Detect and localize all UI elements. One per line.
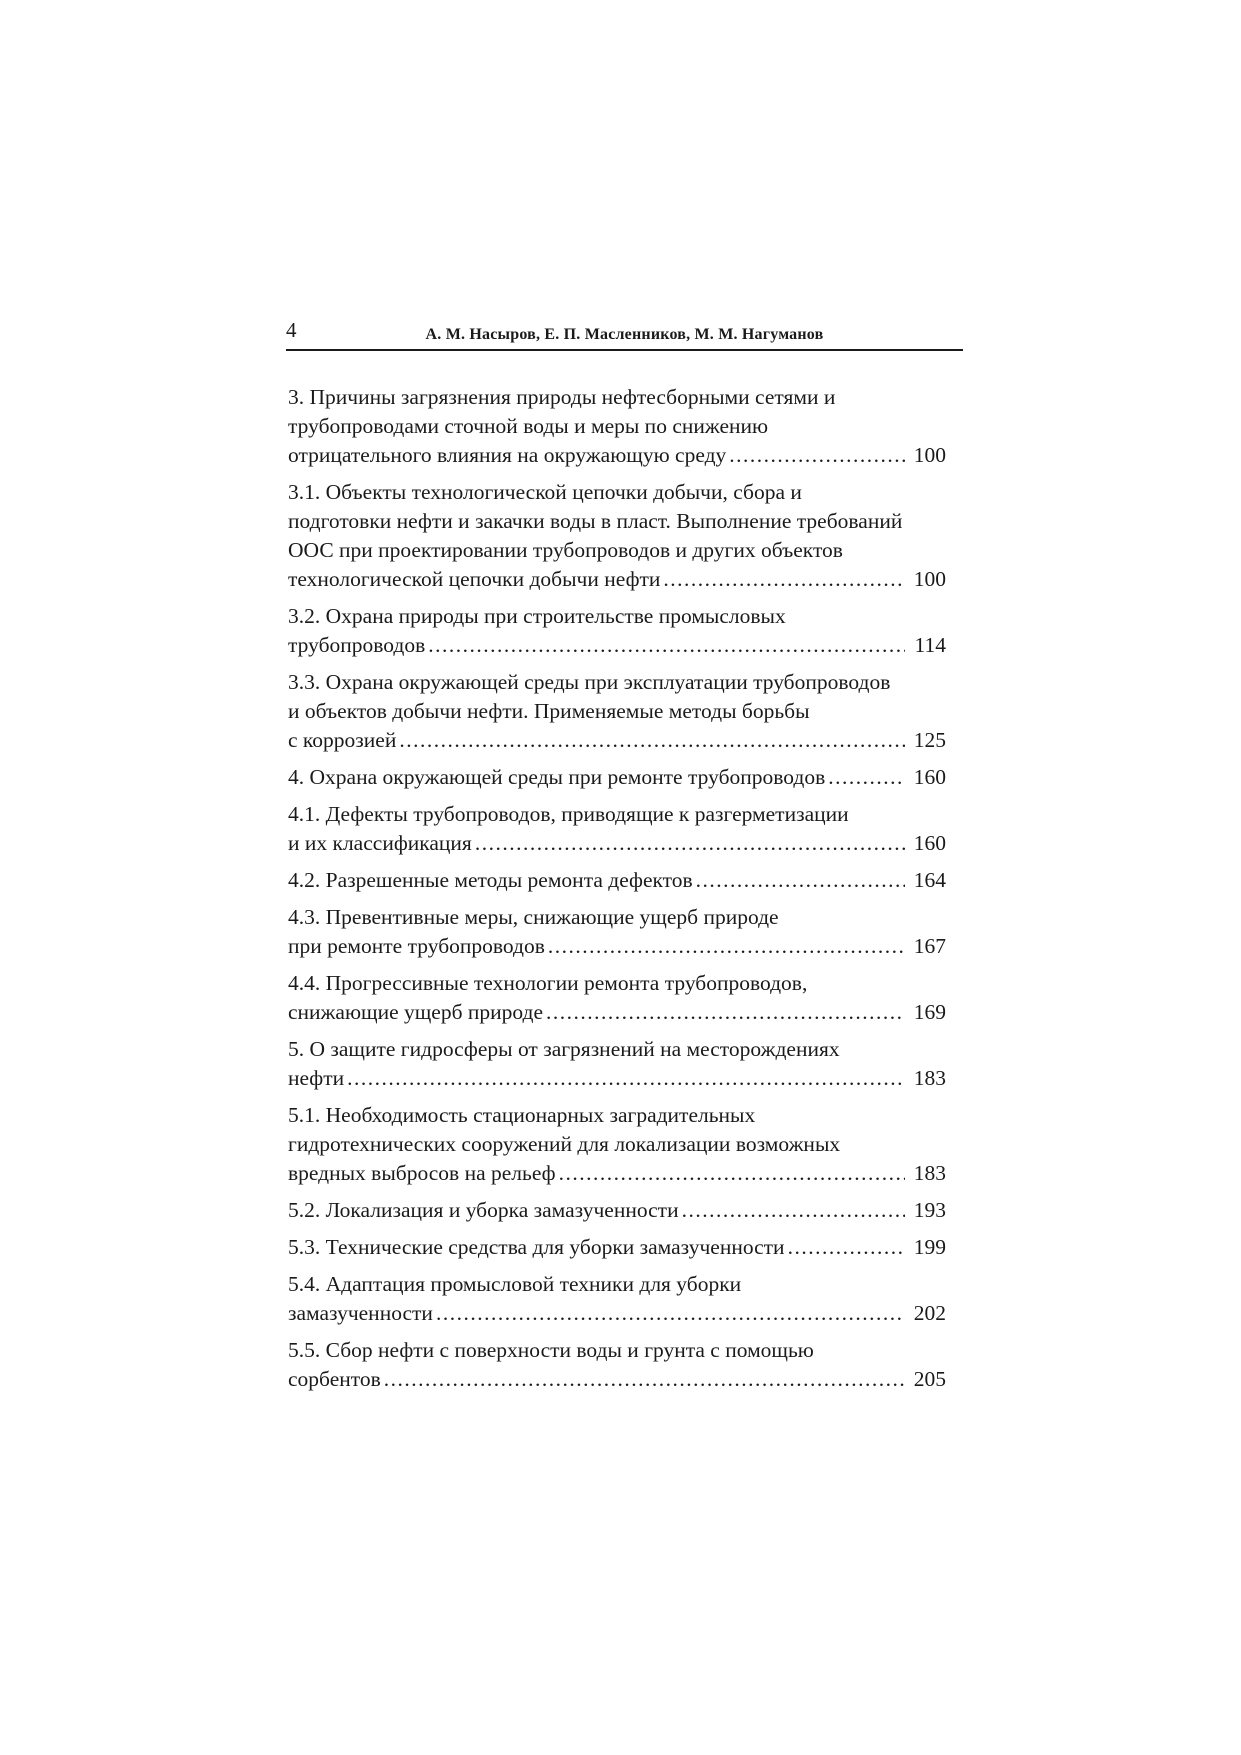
- toc-page-number: 183: [913, 1161, 946, 1185]
- toc-entry-title: технологической цепочки добычи нефти: [288, 567, 661, 591]
- toc-entry-title: отрицательного влияния на окружающую среду: [288, 443, 727, 467]
- toc-entry-line: 3.2. Охрана природы при строительстве промысловых: [288, 604, 786, 628]
- toc-entry-final-line: [288, 763, 946, 792]
- toc-entry-line: гидротехнических сооружений для локализации возможных: [288, 1132, 841, 1156]
- toc-page-number: 100: [913, 567, 946, 591]
- toc-page-number: 202: [913, 1301, 946, 1325]
- toc-entry: [288, 1196, 946, 1225]
- toc-entry-line: ООС при проектировании трубопроводов и других объектов: [288, 538, 843, 562]
- toc-entry: [288, 478, 946, 594]
- toc-entry: [288, 866, 946, 895]
- toc-page-number: 164: [913, 868, 946, 892]
- toc-page-number: 114: [914, 633, 946, 657]
- toc-entry-line: 3.1. Объекты технологической цепочки добычи, сбора и: [288, 480, 802, 504]
- toc-entry-line: 4.4. Прогрессивные технологии ремонта трубопроводов,: [288, 971, 808, 995]
- toc-entry: [288, 1233, 946, 1262]
- toc-entry-line: 3. Причины загрязнения природы нефтесборными сетями и: [288, 385, 836, 409]
- toc-entry-line: трубопроводами сточной воды и меры по снижению: [288, 414, 769, 438]
- toc-entry-title: 5.2. Локализация и уборка замазученности: [288, 1198, 679, 1222]
- toc-entry-final-line: [288, 1299, 946, 1328]
- toc-entry-line: и объектов добычи нефти. Применяемые методы борьбы: [288, 699, 810, 723]
- dot-leader: [428, 631, 905, 660]
- toc-page-number: 205: [913, 1367, 946, 1391]
- toc-entry-title: трубопроводов: [288, 633, 426, 657]
- toc-entry-final-line: [288, 829, 946, 858]
- toc-entry-final-line: [288, 1196, 946, 1225]
- page-number: 4: [286, 318, 297, 342]
- toc-entry-line: подготовки нефти и закачки воды в пласт. Выполнение требований: [288, 509, 903, 533]
- toc-entry: [288, 763, 946, 792]
- toc-entry: [288, 383, 946, 470]
- toc-entry-title: и их классификация: [288, 831, 472, 855]
- toc-entry-title: снижающие ущерб природе: [288, 1000, 544, 1024]
- toc-entry: [288, 969, 946, 1027]
- toc-entry-final-line: [288, 631, 946, 660]
- toc-entry-line: 4.1. Дефекты трубопроводов, приводящие к разгерметизации: [288, 802, 849, 826]
- toc-page-number: 169: [913, 1000, 946, 1024]
- dot-leader: [559, 1159, 905, 1188]
- dot-leader: [399, 726, 905, 755]
- toc-entry-title: 5.3. Технические средства для уборки замазученности: [288, 1235, 785, 1259]
- dot-leader: [788, 1233, 905, 1262]
- toc-entry-title: вредных выбросов на рельеф: [288, 1161, 556, 1185]
- dot-leader: [548, 932, 905, 961]
- toc-entry-line: 5. О защите гидросферы от загрязнений на месторождениях: [288, 1037, 840, 1061]
- toc-entry-final-line: [288, 1233, 946, 1262]
- toc-entry: [288, 1270, 946, 1328]
- toc-entry-title: замазученности: [288, 1301, 433, 1325]
- dot-leader: [696, 866, 905, 895]
- toc-entry: [288, 668, 946, 755]
- toc-entry: [288, 903, 946, 961]
- running-head-authors: А. М. Насыров, Е. П. Масленников, М. М. Нагуманов: [425, 326, 824, 343]
- dot-leader: [384, 1365, 905, 1394]
- toc-entry-final-line: [288, 932, 946, 961]
- toc-entry: [288, 1336, 946, 1394]
- toc-entry: [288, 602, 946, 660]
- toc-entry: [288, 1101, 946, 1188]
- toc-page-number: 160: [913, 831, 946, 855]
- toc-entry-final-line: [288, 866, 946, 895]
- toc-entry-final-line: [288, 1064, 946, 1093]
- toc-page-number: 199: [913, 1235, 946, 1259]
- toc-entry-title: с коррозией: [288, 728, 397, 752]
- toc-entry-final-line: [288, 441, 946, 470]
- dot-leader: [347, 1064, 905, 1093]
- toc-entry-title: сорбентов: [288, 1367, 381, 1391]
- dot-leader: [828, 763, 905, 792]
- toc-page-number: 160: [913, 765, 946, 789]
- table-of-contents: [288, 383, 946, 1402]
- toc-entry-line: 5.5. Сбор нефти с поверхности воды и грунта с помощью: [288, 1338, 814, 1362]
- toc-entry-line: 3.3. Охрана окружающей среды при эксплуатации трубопроводов: [288, 670, 891, 694]
- dot-leader: [475, 829, 905, 858]
- toc-entry-line: 5.1. Необходимость стационарных заградительных: [288, 1103, 756, 1127]
- toc-entry-final-line: [288, 726, 946, 755]
- toc-entry-title: 4.2. Разрешенные методы ремонта дефектов: [288, 868, 693, 892]
- toc-entry-final-line: [288, 565, 946, 594]
- dot-leader: [682, 1196, 905, 1225]
- toc-entry: [288, 1035, 946, 1093]
- toc-entry-line: 5.4. Адаптация промысловой техники для уборки: [288, 1272, 742, 1296]
- toc-entry-final-line: [288, 1365, 946, 1394]
- toc-page-number: 193: [913, 1198, 946, 1222]
- dot-leader: [546, 998, 905, 1027]
- toc-page-number: 100: [913, 443, 946, 467]
- toc-entry-line: 4.3. Превентивные меры, снижающие ущерб природе: [288, 905, 779, 929]
- toc-entry-title: 4. Охрана окружающей среды при ремонте трубопроводов: [288, 765, 826, 789]
- toc-entry-final-line: [288, 1159, 946, 1188]
- toc-entry-title: нефти: [288, 1066, 345, 1090]
- dot-leader: [663, 565, 905, 594]
- toc-entry: [288, 800, 946, 858]
- toc-entry-title: при ремонте трубопроводов: [288, 934, 545, 958]
- dot-leader: [436, 1299, 905, 1328]
- toc-entry-final-line: [288, 998, 946, 1027]
- header-rule: [286, 349, 963, 351]
- toc-page-number: 183: [913, 1066, 946, 1090]
- dot-leader: [729, 441, 905, 470]
- toc-page-number: 167: [913, 934, 946, 958]
- toc-page-number: 125: [913, 728, 946, 752]
